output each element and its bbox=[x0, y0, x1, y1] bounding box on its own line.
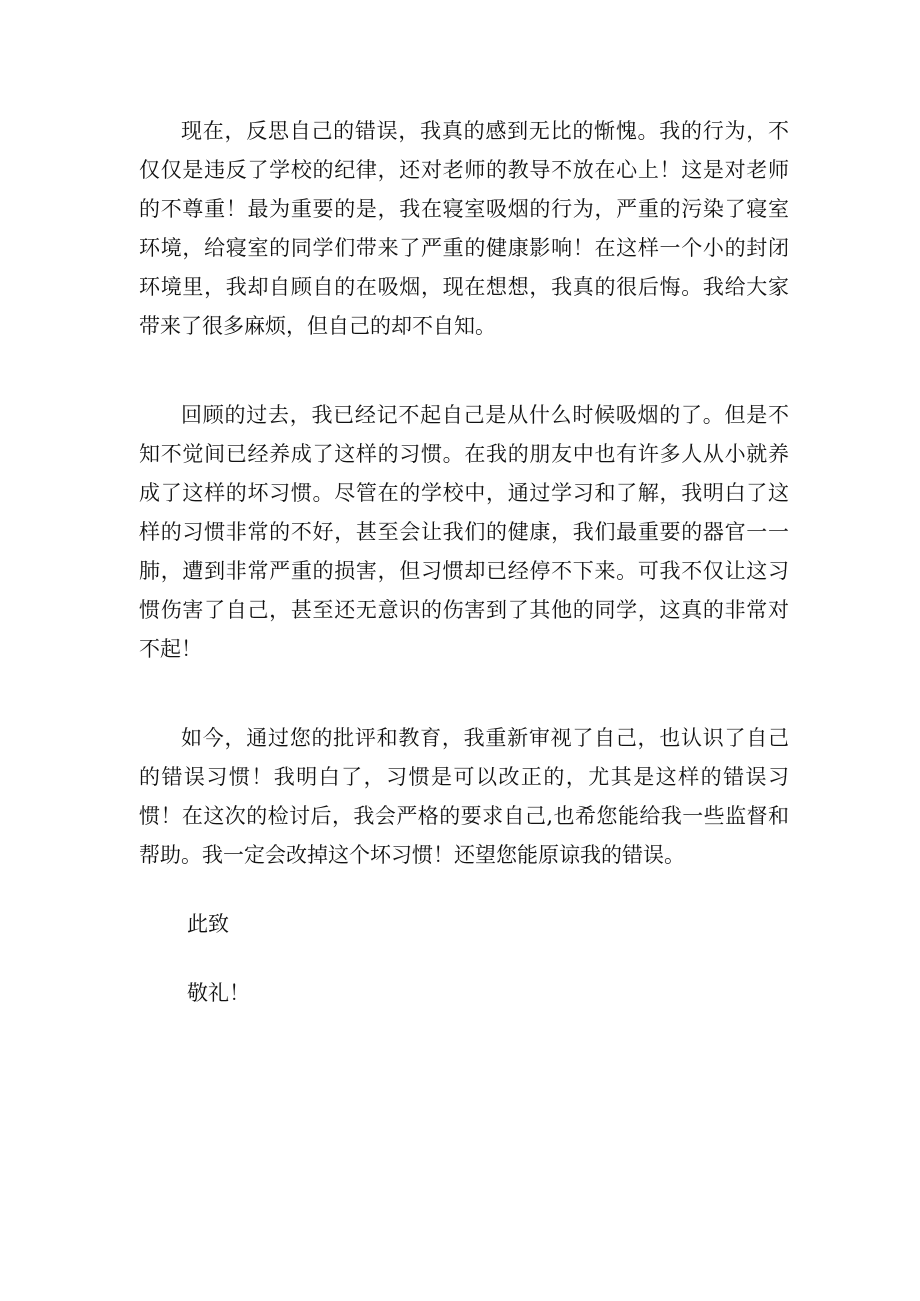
paragraph-1: 现在，反思自己的错误，我真的感到无比的惭愧。我的行为，不仅仅是违反了学校的纪律，还对老师的教导不放在心上！这是对老师的不尊重！最为重要的是，我在寝室吸烟的行为，严重的污染了寝室环境，给寝室的同学们带来了严重的健康影响！在这样一个小的封闭环境里，我却自顾自的在吸烟，现在想想，我真的很后悔。我给大家带来了很多麻烦，但自己的却不自知。 bbox=[139, 119, 789, 338]
paragraph-spacer bbox=[139, 669, 789, 719]
closing-salutation: 此致 bbox=[187, 912, 229, 936]
paragraph-spacer bbox=[139, 875, 789, 905]
paragraph-spacer bbox=[139, 346, 789, 396]
paragraph-3: 如今，通过您的批评和教育，我重新审视了自己，也认识了自己的错误习惯！我明白了，习惯是可以改正的，尤其是这样的错误习惯！在这次的检讨后，我会严格的要求自己,也希您能给我一些监督和帮助。我一定会改掉这个坏习惯！还望您能原谅我的错误。 bbox=[139, 726, 789, 867]
paragraph-2: 回顾的过去，我已经记不起自己是从什么时候吸烟的了。但是不知不觉间已经养成了这样的习惯。在我的朋友中也有许多人从小就养成了这样的坏习惯。尽管在的学校中，通过学习和了解，我明白了这样的习惯非常的不好，甚至会让我们的健康，我们最重要的器官一一肺，遭到非常严重的损害，但习惯却已经停不下来。可我不仅让这习惯伤害了自己，甚至还无意识的伤害到了其他的同学，这真的非常对不起！ bbox=[139, 403, 789, 661]
closing-regards: 敬礼！ bbox=[187, 981, 250, 1005]
document-body bbox=[139, 112, 789, 1013]
paragraph-spacer bbox=[139, 944, 789, 974]
